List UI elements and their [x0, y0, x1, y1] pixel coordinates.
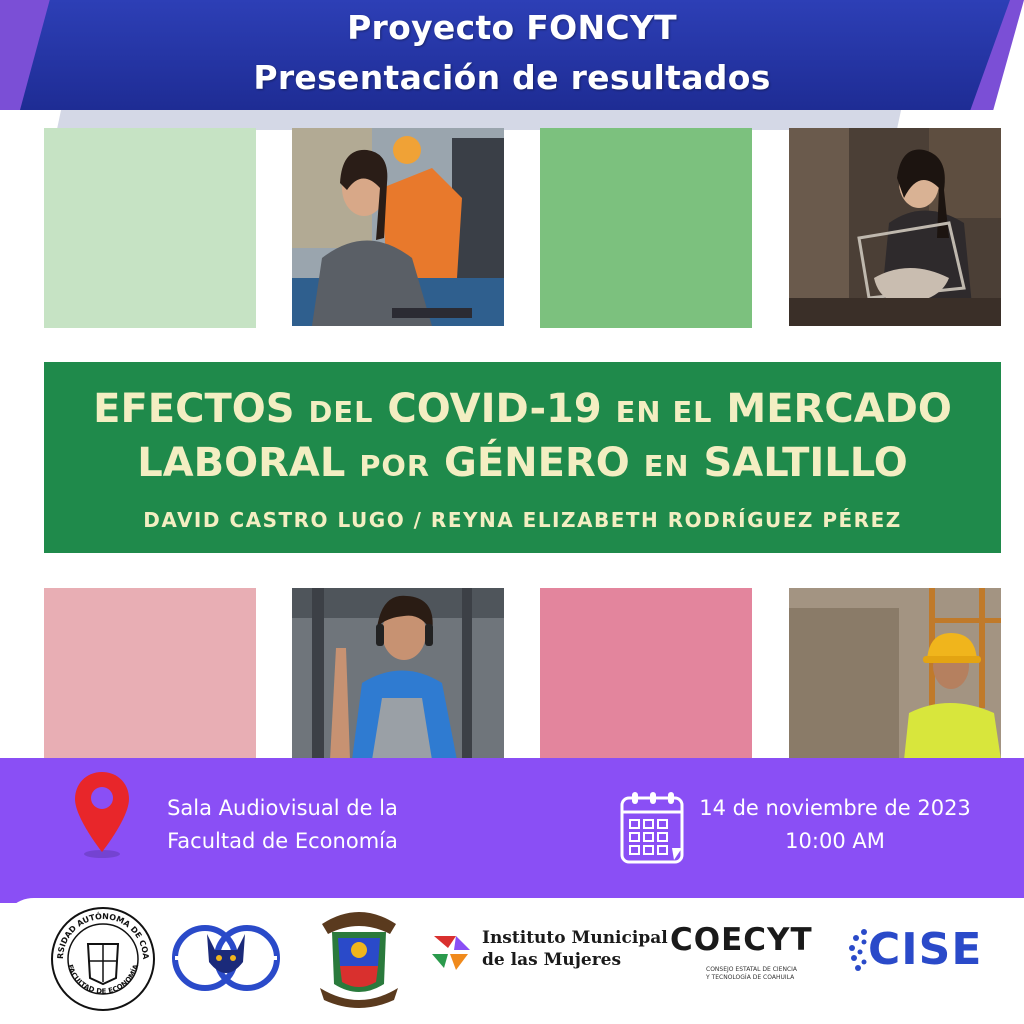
header-title: Proyecto FONCYT — [347, 8, 677, 47]
event-date: 14 de noviembre de 2023 — [699, 796, 971, 820]
title-word: EN — [643, 449, 690, 483]
photo-woman-forklift — [292, 588, 504, 760]
header-subtitle: Presentación de resultados — [253, 58, 771, 97]
calendar-icon — [618, 790, 688, 866]
imm-name-line-1: Instituto Municipal — [482, 928, 668, 948]
uadec-seal-logo — [50, 906, 156, 1012]
cise-dots-icon — [846, 928, 868, 972]
coecyt-logo — [668, 922, 834, 986]
title-word: SALTILLO — [703, 440, 908, 486]
title-word: DEL — [308, 395, 374, 429]
square-green — [540, 128, 752, 328]
title-line-2 — [44, 440, 1001, 486]
title-word: LABORAL — [137, 440, 346, 486]
coecyt-name: COECYT — [670, 922, 813, 958]
event-time: 10:00 AM — [785, 829, 885, 853]
cise-logo — [846, 922, 1004, 982]
title-word: EFECTOS — [93, 386, 295, 432]
square-light-pink — [44, 588, 256, 760]
coecyt-subtitle-1: CONSEJO ESTATAL DE CIENCIA — [706, 966, 798, 973]
imm-symbol-icon — [426, 926, 476, 976]
title-word: POR — [359, 449, 431, 483]
photo-woman-construction — [789, 588, 1001, 760]
photo-woman-at-computer — [292, 128, 504, 326]
coahuila-coat-of-arms-logo — [312, 904, 406, 1012]
square-light-green — [44, 128, 256, 328]
authors: DAVID CASTRO LUGO / REYNA ELIZABETH RODRÍGUEZ PÉREZ — [143, 508, 902, 532]
venue-line-2: Facultad de Economía — [167, 829, 398, 853]
title-word: MERCADO — [726, 386, 952, 432]
title-word: COVID-19 — [387, 386, 602, 432]
svg-text:UNIVERSIDAD AUTÓNOMA DE COAHUI: RSIDAD AUTÓNOMA DE COA — [55, 911, 151, 960]
location-pin-icon — [72, 770, 132, 860]
cise-name: CISE — [868, 924, 983, 975]
square-pink — [540, 588, 752, 760]
venue-line-1: Sala Audiovisual de la — [167, 796, 398, 820]
wolf-circles-logo — [165, 904, 287, 1012]
photo-woman-artisan — [789, 128, 1001, 326]
title-word: EN EL — [615, 395, 713, 429]
imm-logo — [426, 922, 668, 980]
coecyt-subtitle-2: Y TECNOLOGÍA DE COAHUILA — [706, 974, 795, 981]
imm-name-line-2: de las Mujeres — [482, 950, 622, 970]
title-word: GÉNERO — [444, 440, 630, 486]
svg-text:FACULTAD DE ECONOMÍA: FACULTAD DE ECONOMÍA — [65, 963, 141, 996]
title-line-1 — [44, 386, 1001, 432]
